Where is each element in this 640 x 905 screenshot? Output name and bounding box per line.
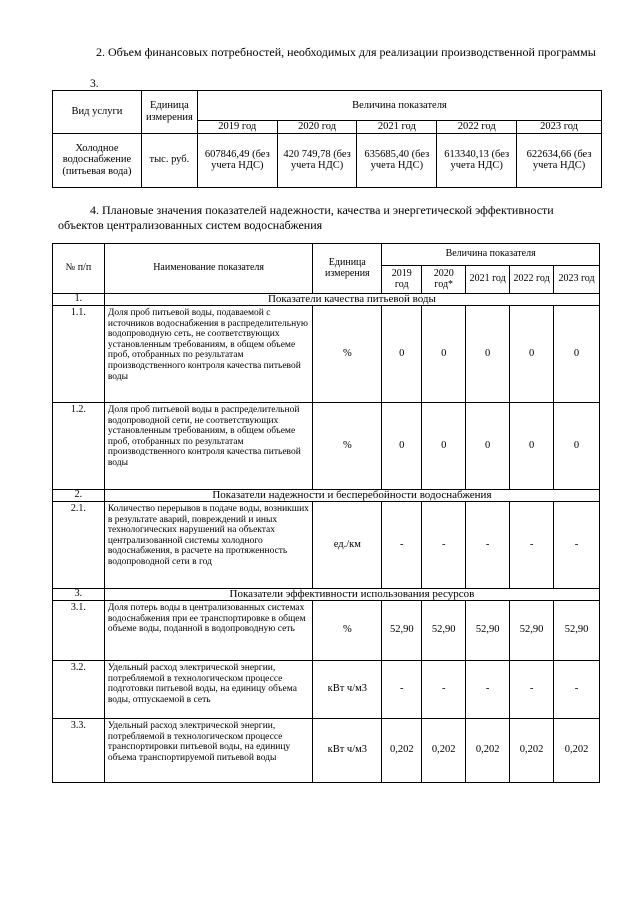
value-2021: 635685,40 (без учета НДС) [357, 133, 437, 187]
header-unit: Единица измерения [141, 91, 197, 134]
row-number: 1.1. [53, 306, 105, 403]
row-name: Удельный расход электрической энергии, потребляемой в технологическом процессе подготовки питьевой воды, на единицу объема воды, отпускаемой в сеть [104, 661, 313, 719]
row-value: - [554, 502, 600, 589]
section-2-heading: 2. Объем финансовых потребностей, необходимых для реализации производственной программы [96, 45, 596, 59]
row-value: 0 [422, 403, 466, 490]
indicators-table [52, 243, 600, 783]
row-value: 0,202 [382, 719, 422, 783]
row-value: - [382, 502, 422, 589]
row-unit: кВт ч/м3 [313, 719, 382, 783]
row-unit: кВт ч/м3 [313, 661, 382, 719]
section-3-number: 3. [90, 78, 99, 90]
header-num: № п/п [53, 244, 105, 294]
year-2019: 2019 год [197, 121, 277, 134]
section-4-heading: 4. Плановые значения показателей надежности, качества и энергетической эффективности объектов централизованных систем водоснабжения [58, 203, 554, 232]
year-2022: 2022 год [437, 121, 517, 134]
row-name: Удельный расход электрической энергии, потребляемой в технологическом процессе транспортировки питьевой воды, на единицу объема транспортируемой питьевой воды [104, 719, 313, 783]
row-value: 52,90 [554, 601, 600, 661]
row-number: 1.2. [53, 403, 105, 490]
row-value: - [554, 661, 600, 719]
row-value: 0 [554, 306, 600, 403]
row-value: 0 [382, 306, 422, 403]
row-name: Доля проб питьевой воды в распределительной водопроводной сети, не соответствующих установленным требованиям, в общем объеме проб, отобранных по результатам производственного контроля качества питьевой воды [104, 403, 313, 490]
row-value: - [422, 661, 466, 719]
year-2021: 2021 год [466, 266, 510, 294]
row-name: Доля проб питьевой воды, подаваемой с источников водоснабжения в распределительную водопроводную сеть, не соответствующих установленным требованиям, в общем объеме проб, отобранных по результатам производственного контроля качества питьевой воды [104, 306, 313, 403]
row-value: 52,90 [510, 601, 554, 661]
row-unit: % [313, 403, 382, 490]
header-unit: Единица измерения [313, 244, 382, 294]
value-2020: 420 749,78 (без учета НДС) [277, 133, 357, 187]
row-value: 0 [510, 403, 554, 490]
header-name: Наименование показателя [104, 244, 313, 294]
row-value: - [382, 661, 422, 719]
row-value: 0 [510, 306, 554, 403]
value-2019: 607846,49 (без учета НДС) [197, 133, 277, 187]
row-value: - [510, 502, 554, 589]
row-number: 2.1. [53, 502, 105, 589]
row-unit: % [313, 601, 382, 661]
row-value: 0 [422, 306, 466, 403]
row-value: - [466, 502, 510, 589]
year-2019: 2019 год [382, 266, 422, 294]
row-number: 3.3. [53, 719, 105, 783]
row-value: 52,90 [466, 601, 510, 661]
row-value: 52,90 [422, 601, 466, 661]
row-number: 3.2. [53, 661, 105, 719]
year-2021: 2021 год [357, 121, 437, 134]
header-service: Вид услуги [53, 91, 142, 134]
row-value: 0 [382, 403, 422, 490]
section-number: 1. [53, 294, 105, 306]
row-value: 52,90 [382, 601, 422, 661]
header-value: Величина показателя [197, 91, 601, 121]
section-title: Показатели качества питьевой воды [104, 294, 599, 306]
value-2023: 622634,66 (без учета НДС) [517, 133, 602, 187]
row-value: - [466, 661, 510, 719]
row-number: 3.1. [53, 601, 105, 661]
value-2022: 613340,13 (без учета НДС) [437, 133, 517, 187]
service-unit: тыс. руб. [141, 133, 197, 187]
row-value: 0,202 [466, 719, 510, 783]
row-name: Количество перерывов в подаче воды, возникших в результате аварий, повреждений и иных технологических нарушений на объектах централизованной системы холодного водоснабжения, в расчете на протяженность водопроводной сети в год [104, 502, 313, 589]
section-title: Показатели надежности и бесперебойности водоснабжения [104, 490, 599, 502]
row-value: - [510, 661, 554, 719]
row-value: 0,202 [422, 719, 466, 783]
row-value: 0,202 [554, 719, 600, 783]
section-number: 3. [53, 589, 105, 601]
year-2020: 2020 год [277, 121, 357, 134]
section-number: 2. [53, 490, 105, 502]
row-value: 0,202 [510, 719, 554, 783]
row-name: Доля потерь воды в централизованных системах водоснабжения при ее транспортировке в общем объеме воды, поданной в водопроводную сеть [104, 601, 313, 661]
year-2022: 2022 год [510, 266, 554, 294]
header-value: Величина показателя [382, 244, 600, 266]
year-2023: 2023 год [554, 266, 600, 294]
row-value: 0 [466, 306, 510, 403]
row-value: - [422, 502, 466, 589]
year-2023: 2023 год [517, 121, 602, 134]
row-unit: ед./км [313, 502, 382, 589]
section-title: Показатели эффективности использования ресурсов [104, 589, 599, 601]
row-value: 0 [554, 403, 600, 490]
row-unit: % [313, 306, 382, 403]
row-value: 0 [466, 403, 510, 490]
service-name: Холодное водоснабжение (питьевая вода) [53, 133, 142, 187]
financial-table [52, 90, 602, 188]
year-2020: 2020 год* [422, 266, 466, 294]
